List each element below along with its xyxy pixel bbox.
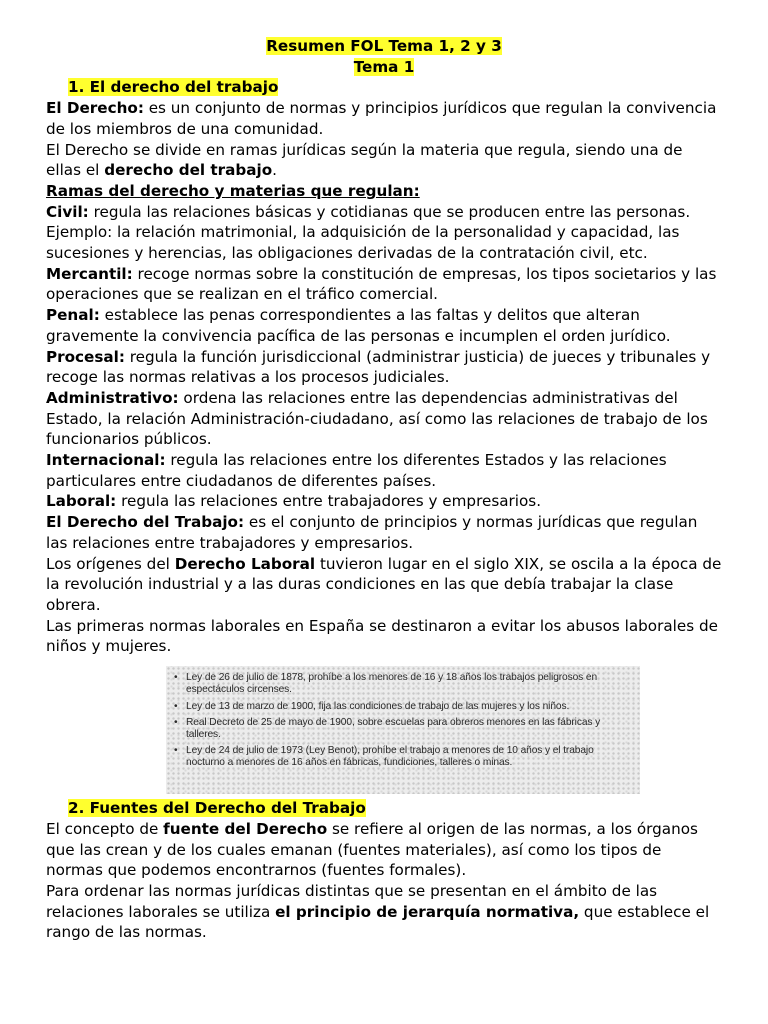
section-2-heading-text: 2. Fuentes del Derecho del Trabajo — [68, 799, 366, 818]
jerarquia-text-2: que establece el rango de las normas. — [46, 902, 710, 942]
rama-text: regula las relaciones básicas y cotidianas que se producen entre las personas. Ejemplo: la relación matrimonial, la adquisición de la personalidad y capacidad, las sucesiones y herencias, las obligaciones derivadas de la contratación civil, etc. — [46, 202, 691, 263]
rama-text: regula las relaciones entre trabajadores y empresarios. — [116, 492, 542, 511]
rama-internacional — [46, 450, 722, 491]
term-derecho-trabajo: derecho del trabajo — [104, 161, 273, 180]
ramas-intro-text-2: . — [272, 161, 277, 180]
term-fuente-derecho: fuente del Derecho — [163, 819, 328, 838]
origenes-text-1: Los orígenes del — [46, 554, 175, 573]
rama-penal — [46, 305, 722, 346]
law-item: • Ley de 24 de julio de 1973 (Ley Benot), prohíbe el trabajo a menores de 10 años y el trabajo nocturno a menores de 16 años en fábricas, fundiciones, talleres o minas. — [172, 745, 632, 769]
rama-label: Procesal: — [46, 347, 125, 366]
section-1-heading-text: 1. El derecho del trabajo — [68, 78, 279, 97]
rama-label: Penal: — [46, 306, 100, 325]
rama-label: Administrativo: — [46, 388, 179, 407]
derecho-del-trabajo-definition — [46, 512, 722, 553]
rama-civil — [46, 202, 722, 264]
ramas-title-text: Ramas del derecho y materias que regulan: — [46, 181, 420, 200]
rama-text: establece las penas correspondientes a las faltas y delitos que alteran gravemente la convivencia pacífica de las personas e incumplen el orden jurídico. — [46, 306, 671, 345]
paragraph-fuente-derecho — [46, 819, 722, 881]
jerarquia-text-1: Para ordenar las normas jurídicas distintas que se presentan en el ámbito de las relaciones laborales se utiliza — [46, 881, 658, 921]
fuente-text-2: se refiere al origen de las normas, a los órganos que las crean y de los cuales emanan (fuentes materiales), así como los tipos de normas que podemos encontrarnos (fuentes formales). — [46, 819, 698, 880]
rama-laboral — [46, 491, 722, 512]
section-2-heading — [46, 798, 722, 819]
fuente-text-1: El concepto de — [46, 819, 164, 838]
paragraph-primeras-normas: Las primeras normas laborales en España se destinaron a evitar los abusos laborales de niños y mujeres. — [46, 616, 718, 656]
rama-label: Mercantil: — [46, 264, 133, 283]
document-title — [46, 36, 722, 57]
rama-label: Civil: — [46, 202, 89, 221]
rama-mercantil — [46, 264, 722, 305]
law-item: • Ley de 13 de marzo de 1900, fija las condiciones de trabajo de las mujeres y los niños. — [172, 701, 632, 713]
document-subtitle — [46, 57, 722, 78]
rama-text: es el conjunto de principios y normas jurídicas que regulan las relaciones entre trabajadores y empresarios. — [46, 513, 698, 552]
paragraph-derecho-definition — [46, 98, 722, 139]
document-page — [46, 36, 722, 943]
law-item: • Real Decreto de 25 de mayo de 1900, sobre escuelas para obreros menores en las fábricas y talleres. — [172, 717, 632, 741]
paragraph-origenes — [46, 554, 722, 616]
rama-text: ordena las relaciones entre las dependencias administrativas del Estado, la relación Administración-ciudadano, así como las relaciones de trabajo de los funcionarios públicos. — [46, 388, 708, 449]
paragraph-jerarquia — [46, 881, 722, 943]
laws-image — [166, 666, 640, 794]
paragraph-ramas-intro — [46, 140, 722, 181]
term-derecho-laboral: Derecho Laboral — [174, 554, 316, 573]
term-derecho: El Derecho: — [46, 99, 144, 118]
ramas-intro-text-1: El Derecho se divide en ramas jurídicas según la materia que regula, siendo una de ellas el — [46, 140, 683, 180]
rama-text: regula las relaciones entre los diferentes Estados y las relaciones particulares entre ciudadanos de diferentes países. — [46, 451, 667, 490]
derecho-definition-text: es un conjunto de normas y principios jurídicos que regulan la convivencia de los miembros de una comunidad. — [46, 99, 717, 138]
rama-text: regula la función jurisdiccional (administrar justicia) de jueces y tribunales y recoge las normas relativas a los procesos judiciales. — [46, 347, 711, 387]
section-1-heading — [46, 77, 722, 98]
document-subtitle-text: Tema 1 — [353, 57, 415, 76]
rama-label: Internacional: — [46, 451, 166, 470]
rama-procesal — [46, 347, 722, 388]
origenes-text-2: tuvieron lugar en el siglo XIX, se oscila a la época de la revolución industrial y a las duras condiciones en las que debía trabajar la clase obrera. — [46, 554, 722, 614]
rama-text: recoge normas sobre la constitución de empresas, los tipos societarios y las operaciones que se realizan en el tráfico comercial. — [46, 264, 717, 304]
document-title-text: Resumen FOL Tema 1, 2 y 3 — [266, 37, 502, 55]
rama-administrativo — [46, 388, 722, 450]
rama-label: El Derecho del Trabajo: — [46, 513, 245, 532]
law-item: • Ley de 26 de julio de 1878, prohíbe a los menores de 16 y 18 años los trabajos peligrosos en espectáculos circenses. — [172, 672, 632, 696]
ramas-title — [46, 181, 722, 202]
term-jerarquia: el principio de jerarquía normativa, — [275, 902, 580, 921]
laws-list — [172, 672, 632, 769]
rama-label: Laboral: — [46, 492, 117, 511]
